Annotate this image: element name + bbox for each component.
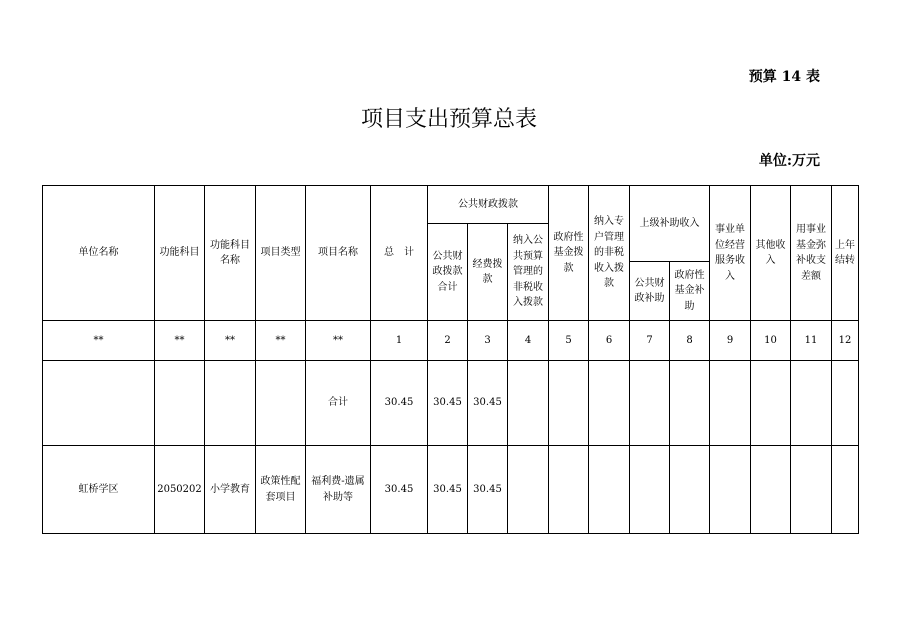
cell-func-code: 2050202 [155,446,205,534]
unit-label: 单位:万元 [758,153,820,169]
col-special-nontax: 纳入专户管理的非税收入拨款 [589,186,630,321]
col-ss-public: 公共财政补助 [630,262,670,321]
col-pf-total: 公共财政拨款合计 [428,224,468,321]
cell-pf-regular: 30.45 [468,446,508,534]
cell-unit: 虹桥学区 [43,446,155,534]
index-cell: ** [205,321,256,361]
col-fund-offset: 用事业基金弥补收支差额 [791,186,832,321]
cell-empty [670,361,710,446]
cell-empty [710,446,751,534]
index-cell: 7 [630,321,670,361]
cell-func-name: 小学教育 [205,446,256,534]
cell-empty [791,446,832,534]
index-cell: 8 [670,321,710,361]
index-cell: 1 [371,321,428,361]
index-cell: 2 [428,321,468,361]
col-pf-regular: 经费拨款 [468,224,508,321]
cell-proj-type: 政策性配套项目 [256,446,306,534]
cell-func-name [205,361,256,446]
index-cell: ** [256,321,306,361]
cell-empty [751,446,791,534]
index-cell: 6 [589,321,630,361]
col-other-income: 其他收入 [751,186,791,321]
cell-empty [832,361,859,446]
index-row [43,321,859,361]
index-cell: 9 [710,321,751,361]
cell-empty [710,361,751,446]
cell-empty [791,361,832,446]
cell-empty [630,361,670,446]
col-superior-subsidy: 上级补助收入 [630,186,710,262]
cell-proj-type [256,361,306,446]
index-cell: 4 [508,321,549,361]
cell-pf-total: 30.45 [428,446,468,534]
table-code: 预算 14 表 [748,69,820,85]
table-row [43,446,859,534]
cell-empty [670,446,710,534]
index-cell: 12 [832,321,859,361]
cell-empty [508,361,549,446]
col-business-income: 事业单位经营服务收入 [710,186,751,321]
col-total: 总 计 [371,186,428,321]
col-func-code: 功能科目 [155,186,205,321]
cell-pf-total: 30.45 [428,361,468,446]
cell-pf-regular: 30.45 [468,361,508,446]
cell-empty [508,446,549,534]
cell-total: 30.45 [371,361,428,446]
page-title: 项目支出预算总表 [360,107,537,132]
col-pf-nontax: 纳入公共预算管理的非税收入拨款 [508,224,549,321]
cell-empty [549,361,589,446]
col-carryover: 上年结转 [832,186,859,321]
col-proj-name: 项目名称 [306,186,371,321]
cell-empty [589,446,630,534]
cell-empty [832,446,859,534]
index-cell: ** [43,321,155,361]
header-row-1 [43,186,859,224]
col-proj-type: 项目类型 [256,186,306,321]
index-cell: 5 [549,321,589,361]
cell-total: 30.45 [371,446,428,534]
cell-unit [43,361,155,446]
cell-func-code [155,361,205,446]
index-cell: 10 [751,321,791,361]
col-func-name: 功能科目名称 [205,186,256,321]
col-public-fiscal: 公共财政拨款 [428,186,549,224]
cell-empty [589,361,630,446]
budget-table [42,185,859,534]
col-ss-gov-fund: 政府性基金补助 [670,262,710,321]
index-cell: ** [306,321,371,361]
col-unit-name: 单位名称 [43,186,155,321]
cell-proj-name: 合计 [306,361,371,446]
cell-empty [630,446,670,534]
index-cell: 3 [468,321,508,361]
cell-empty [751,361,791,446]
index-cell: 11 [791,321,832,361]
table-row-total [43,361,859,446]
index-cell: ** [155,321,205,361]
cell-proj-name: 福利费-遗属补助等 [306,446,371,534]
col-gov-fund: 政府性基金拨款 [549,186,589,321]
cell-empty [549,446,589,534]
